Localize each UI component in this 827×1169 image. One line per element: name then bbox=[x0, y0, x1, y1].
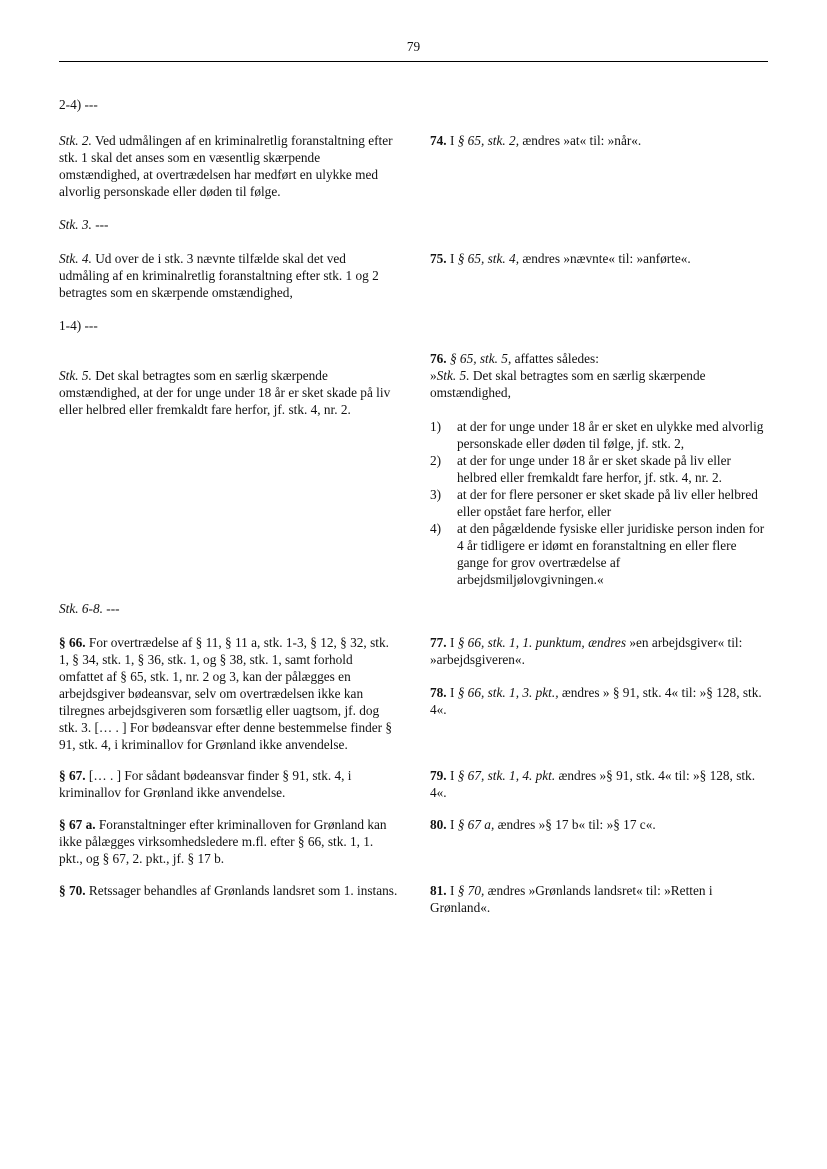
stk-label: Stk. 6-8. bbox=[59, 601, 103, 616]
header-rule bbox=[59, 61, 768, 62]
amendment-number: 81. bbox=[430, 883, 447, 898]
amendment-text: ændres »§ 17 b« til: »§ 17 c«. bbox=[494, 817, 656, 832]
amendment-text: ændres »at« til: »når«. bbox=[519, 133, 642, 148]
amendment-75 bbox=[430, 250, 768, 267]
amendment-text: ændres »§ 91, stk. 4« til: »§ 128, stk. 4«. bbox=[430, 768, 756, 800]
amendment-reference: § 70, bbox=[457, 883, 485, 898]
amendment-prefix: I bbox=[446, 251, 458, 266]
amendment-number: 80. bbox=[430, 817, 447, 832]
amendment-reference: § 67 a, bbox=[457, 817, 495, 832]
para-text: Det skal betragtes som en særlig skærpende omstændighed, at der for unge under 18 år er sket skade på liv eller helbred eller fremkaldt fare herfor, jf. stk. 4, nr. 2. bbox=[59, 368, 391, 417]
list-item bbox=[430, 486, 768, 520]
amendment-reference: § 67, stk. 1, 4. pkt. bbox=[457, 768, 556, 783]
para-text: Retssager behandles af Grønlands landsret som 1. instans. bbox=[85, 883, 398, 898]
left-para-s66 bbox=[59, 634, 399, 753]
list-item bbox=[430, 520, 768, 588]
amendment-reference: § 66, stk. 1, 3. pkt., bbox=[457, 685, 559, 700]
stk-label: Stk. 5. bbox=[436, 368, 470, 383]
amendment-78 bbox=[430, 684, 768, 718]
amendment-74 bbox=[430, 132, 768, 149]
amendment-number: 76. bbox=[430, 351, 447, 366]
amendment-prefix: I bbox=[446, 685, 458, 700]
left-para-2-4: 2-4) --- bbox=[59, 97, 98, 112]
list-item bbox=[430, 452, 768, 486]
amendment-prefix: I bbox=[446, 133, 458, 148]
para-text: --- bbox=[102, 601, 120, 616]
list-text: at der for flere personer er sket skade på liv eller helbred eller opstået fare herfor, eller bbox=[457, 487, 758, 519]
amendment-prefix: I bbox=[446, 883, 458, 898]
left-para-stk6-8 bbox=[59, 600, 399, 617]
left-para-stk5 bbox=[59, 367, 399, 418]
list-text: at den pågældende fysiske eller juridiske person inden for 4 år tidligere er idømt en foranstaltning en eller flere gange for grov overtrædelse af arbejdsmiljølovgivningen.« bbox=[457, 521, 765, 587]
amendment-reference: § 65, stk. 4, bbox=[457, 251, 520, 266]
stk-label: Stk. 2. bbox=[59, 133, 92, 148]
amendment-text: ændres » § 91, stk. 4« til: »§ 128, stk. 4«. bbox=[430, 685, 762, 717]
quote-text: Det skal betragtes som en særlig skærpende omstændighed, bbox=[430, 368, 706, 400]
para-text: --- bbox=[91, 217, 109, 232]
para-text: Ved udmålingen af en kriminalretlig foranstaltning efter stk. 1 skal det anses som en væsentlig skærpende omstændighed, at overtrædelsen har medført en ulykke med alvorlig personskade eller døden til følge. bbox=[59, 133, 393, 199]
amendment-text: , affattes således: bbox=[507, 351, 599, 366]
amendment-reference: § 65, stk. 2, bbox=[457, 133, 520, 148]
left-para-stk4 bbox=[59, 250, 399, 301]
para-text: Ud over de i stk. 3 nævnte tilfælde skal det ved udmåling af en kriminalretlig foranstaltning efter stk. 1 og 2 betragtes som en skærpende omstændighed, bbox=[59, 251, 379, 300]
amendment-79 bbox=[430, 767, 768, 801]
amendment-77 bbox=[430, 634, 768, 668]
amendment-number: 79. bbox=[430, 768, 447, 783]
left-para-stk2 bbox=[59, 132, 399, 200]
section-label: § 66. bbox=[59, 635, 86, 650]
left-para-stk3 bbox=[59, 216, 399, 233]
stk-label: Stk. 5. bbox=[59, 368, 92, 383]
amendment-76-list bbox=[430, 418, 768, 588]
amendment-81 bbox=[430, 882, 768, 916]
amendment-80 bbox=[430, 816, 768, 833]
amendment-reference: § 65, stk. 5 bbox=[446, 351, 508, 366]
list-number: 1) bbox=[430, 419, 442, 434]
amendment-number: 74. bbox=[430, 133, 447, 148]
amendment-76 bbox=[430, 350, 768, 401]
amendment-prefix: I bbox=[446, 817, 458, 832]
stk-label: Stk. 4. bbox=[59, 251, 92, 266]
amendment-text: ændres »nævnte« til: »anførte«. bbox=[519, 251, 691, 266]
left-para-s67a bbox=[59, 816, 399, 867]
left-para-s67 bbox=[59, 767, 399, 801]
left-para-s70 bbox=[59, 882, 399, 899]
section-label: § 70. bbox=[59, 883, 86, 898]
amendment-prefix: I bbox=[446, 635, 458, 650]
page-number: 79 bbox=[406, 39, 421, 54]
amendment-text: ændres »Grønlands landsret« til: »Retten i Grønland«. bbox=[430, 883, 713, 915]
section-label: § 67 a. bbox=[59, 817, 96, 832]
list-text: at der for unge under 18 år er sket en ulykke med alvorlig personskade eller døden til følge, jf. stk. 2, bbox=[457, 419, 764, 451]
left-para-1-4: 1-4) --- bbox=[59, 318, 98, 333]
para-text: Foranstaltninger efter kriminalloven for Grønland kan ikke pålægges virksomhedsledere m.fl. efter § 66, stk. 1, 1. pkt., og § 67, 2. pkt., jf. § 17 b. bbox=[59, 817, 387, 866]
list-number: 4) bbox=[430, 521, 442, 536]
list-number: 2) bbox=[430, 453, 442, 468]
para-text: [… . ] For sådant bødeansvar finder § 91, stk. 4, i kriminallov for Grønland ikke anvendelse. bbox=[59, 768, 352, 800]
quote-open: » bbox=[430, 368, 437, 383]
list-text: at der for unge under 18 år er sket skade på liv eller helbred eller fremkaldt fare herfor, jf. stk. 4, nr. 2. bbox=[457, 453, 731, 485]
list-item bbox=[430, 418, 768, 452]
amendment-reference: § 66, stk. 1, 1. punktum, ændres bbox=[457, 635, 626, 650]
amendment-prefix: I bbox=[446, 768, 458, 783]
amendment-text: »en arbejdsgiver« til: »arbejdsgiveren«. bbox=[430, 635, 743, 667]
stk-label: Stk. 3. bbox=[59, 217, 92, 232]
amendment-number: 75. bbox=[430, 251, 447, 266]
amendment-number: 78. bbox=[430, 685, 447, 700]
section-label: § 67. bbox=[59, 768, 86, 783]
para-text: For overtrædelse af § 11, § 11 a, stk. 1-3, § 12, § 32, stk. 1, § 34, stk. 1, § 36, stk. 1, og § 38, stk. 1, samt forhold omfattet af § 65, stk. 1, nr. 2 og 3, kan der pålægges en arbejdsgiver bødeansvar, selv om overtrædelsen ikke kan tilregnes arbejdsgiveren som forsætlig eller uagtsom, jf. dog stk. 3. [… . ] For bødeansvar efter denne bestemmelse finder § 91, stk. 4, i kriminallov for Grønland ikke anvendelse. bbox=[59, 635, 393, 752]
amendment-number: 77. bbox=[430, 635, 447, 650]
list-number: 3) bbox=[430, 487, 442, 502]
